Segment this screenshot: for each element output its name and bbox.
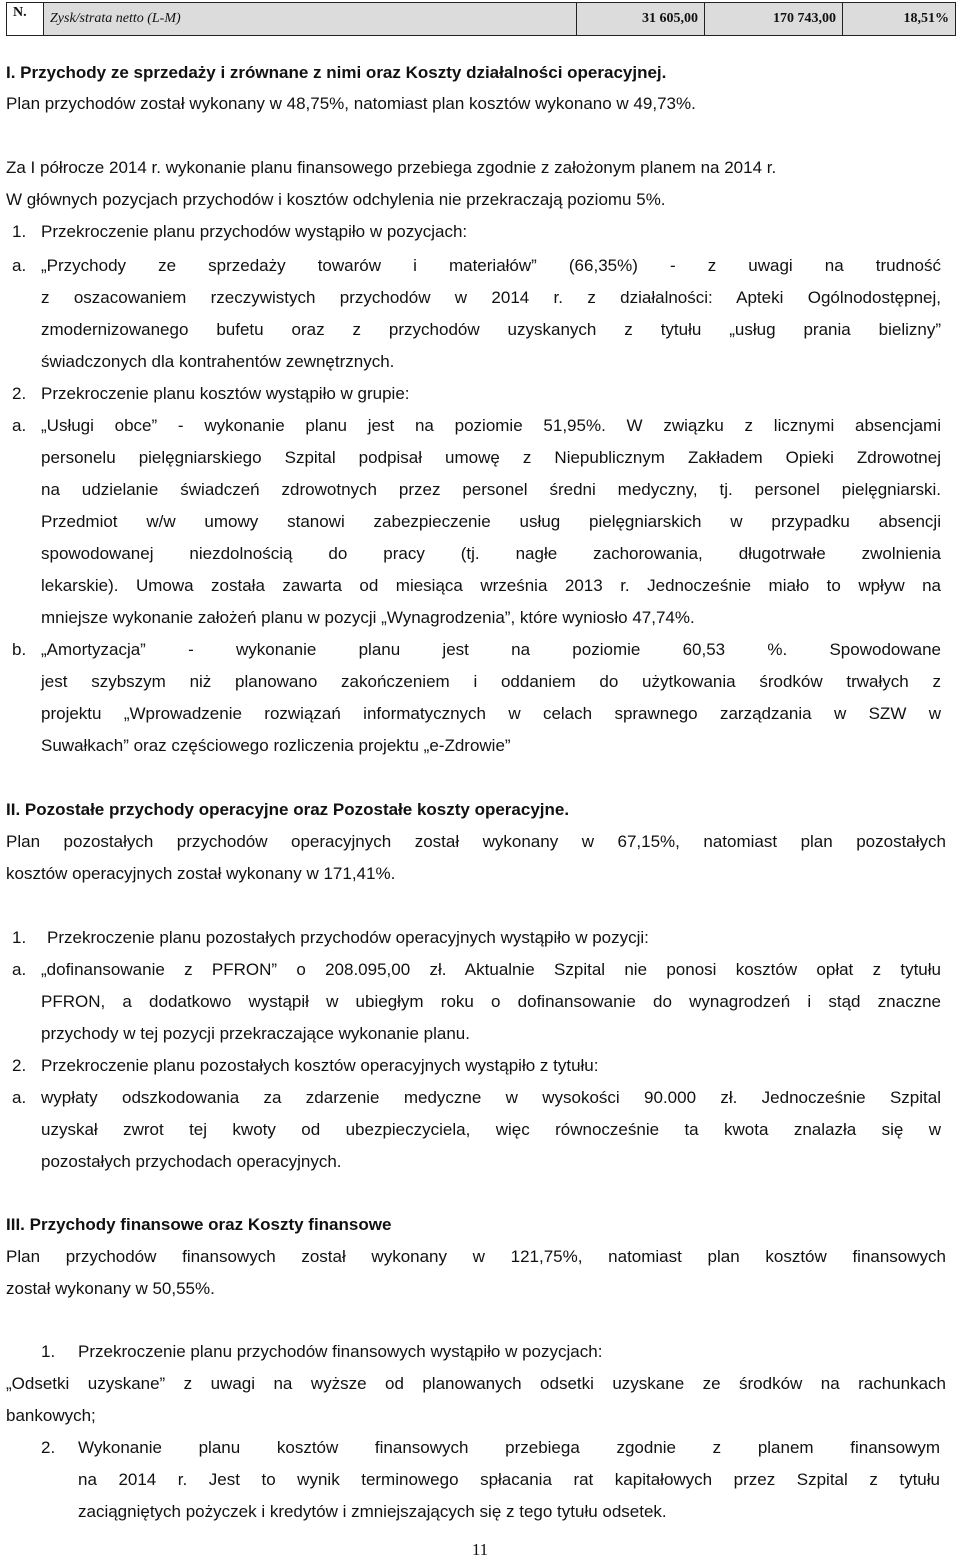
paragraph-line: bankowych;	[6, 1406, 96, 1425]
list-item-text: mniejsze wykonanie założeń planu w pozycji „Wynagrodzenia”, które wyniosło 47,74%.	[41, 608, 695, 627]
list-item-text: Wykonanie planu kosztów finansowych przebiega zgodnie z planem finansowym	[78, 1438, 940, 1457]
list-item-text: pozostałych przychodach operacyjnych.	[41, 1152, 342, 1171]
list-item-text: Przekroczenie planu kosztów wystąpiło w grupie:	[41, 384, 410, 403]
list-item-text: zmodernizowanego bufetu oraz z przychodów uzyskanych z tytułu „usług prania bielizny”	[41, 320, 941, 339]
section-3-heading: III. Przychody finansowe oraz Koszty finansowe	[6, 1215, 392, 1234]
paragraph-line: „Odsetki uzyskane” z uwagi na wyższe od planowanych odsetki uzyskane ze środków na rachunkach	[6, 1374, 946, 1393]
row-value-2: 170 743,00	[705, 3, 843, 36]
list-item-text: „Amortyzacja” - wykonanie planu jest na poziomie 60,53 %. Spowodowane	[41, 640, 941, 659]
list-item-text: PFRON, a dodatkowo wystąpił w ubiegłym roku o dofinansowanie do wynagrodzeń i stąd znaczne	[41, 992, 941, 1011]
list-letter: a.	[12, 416, 27, 435]
list-letter: b.	[12, 640, 27, 659]
list-letter: a.	[12, 256, 27, 275]
list-number: 1.	[12, 928, 27, 947]
list-item-text: świadczonych dla kontrahentów zewnętrznych.	[41, 352, 395, 371]
list-item-text: uzyskał zwrot tej kwoty od ubezpieczyciela, więc równocześnie ta kwota znalazła się w	[41, 1120, 941, 1139]
list-letter: a.	[12, 960, 27, 979]
list-item-text: zaciągniętych pożyczek i kredytów i zmniejszających się z tego tytułu odsetek.	[78, 1502, 667, 1521]
section-2-heading: II. Pozostałe przychody operacyjne oraz Pozostałe koszty operacyjne.	[6, 800, 570, 819]
list-item-text: wypłaty odszkodowania za zdarzenie medyczne w wysokości 90.000 zł. Jednocześnie Szpital	[41, 1088, 941, 1107]
row-number: N.	[7, 3, 44, 36]
list-item-text: Przekroczenie planu przychodów finansowych wystąpiło w pozycjach:	[78, 1342, 603, 1361]
paragraph-line: W głównych pozycjach przychodów i kosztów odchylenia nie przekraczają poziomu 5%.	[6, 190, 666, 209]
summary-table	[6, 2, 956, 36]
list-item-text: lekarskie). Umowa została zawarta od miesiąca września 2013 r. Jednocześnie miało to wpływ na	[41, 576, 941, 595]
section-2-plan: Plan pozostałych przychodów operacyjnych został wykonany w 67,15%, natomiast plan pozostałych	[6, 832, 946, 851]
list-item-text: na 2014 r. Jest to wynik terminowego spłacania rat kapitałowych przez Szpital z tytułu	[78, 1470, 940, 1489]
section-3-plan: został wykonany w 50,55%.	[6, 1279, 215, 1298]
page-number: 11	[471, 1540, 489, 1559]
list-item-text: Suwałkach” oraz częściowego rozliczenia projektu „e-Zdrowie”	[41, 736, 511, 755]
list-item-text: jest szybszym niż planowano zakończeniem i oddaniem do użytkowania środków trwałych z	[41, 672, 941, 691]
list-item-text: Przedmiot w/w umowy stanowi zabezpieczenie usług pielęgniarskich w przypadku absencji	[41, 512, 941, 531]
list-number: 2.	[12, 384, 27, 403]
list-item-text: „Przychody ze sprzedaży towarów i materiałów” (66,35%) - z uwagi na trudność	[41, 256, 941, 275]
list-item-text: na udzielanie świadczeń zdrowotnych przez personel średni medyczny, tj. personel pielęgniarski.	[41, 480, 941, 499]
list-item-text: „dofinansowanie z PFRON” o 208.095,00 zł. Aktualnie Szpital nie ponosi kosztów opłat z tytułu	[41, 960, 941, 979]
row-percent: 18,51%	[843, 3, 956, 36]
section-2-plan: kosztów operacyjnych został wykonany w 171,41%.	[6, 864, 396, 883]
section-3-plan: Plan przychodów finansowych został wykonany w 121,75%, natomiast plan kosztów finansowych	[6, 1247, 946, 1266]
list-item-text: Przekroczenie planu pozostałych przychodów operacyjnych wystąpiło w pozycji:	[47, 928, 649, 947]
paragraph-line: Za I półrocze 2014 r. wykonanie planu finansowego przebiega zgodnie z założonym planem na 2014 r.	[6, 158, 777, 177]
list-item-text: personelu pielęgniarskiego Szpital podpisał umowę z Niepublicznym Zakładem Opieki Zdrowotnej	[41, 448, 941, 467]
section-1-heading: I. Przychody ze sprzedaży i zrównane z nimi oraz Koszty działalności operacyjnej.	[6, 63, 667, 82]
list-item-text: Przekroczenie planu pozostałych kosztów operacyjnych wystąpiło z tytułu:	[41, 1056, 599, 1075]
list-item-text: z oszacowaniem rzeczywistych przychodów w 2014 r. z działalności: Apteki Ogólnodostępnej,	[41, 288, 941, 307]
section-1-plan: Plan przychodów został wykonany w 48,75%, natomiast plan kosztów wykonano w 49,73%.	[6, 94, 696, 113]
list-number: 1.	[12, 222, 27, 241]
list-item-text: „Usługi obce” - wykonanie planu jest na poziomie 51,95%. W związku z licznymi absencjami	[41, 416, 941, 435]
list-item-text: projektu „Wprowadzenie rozwiązań informatycznych w celach sprawnego zarządzania w SZW w	[41, 704, 941, 723]
list-number: 1.	[41, 1342, 56, 1361]
table-row	[7, 3, 956, 36]
list-item-text: Przekroczenie planu przychodów wystąpiło w pozycjach:	[41, 222, 468, 241]
list-number: 2.	[12, 1056, 27, 1075]
list-item-text: przychody w tej pozycji przekraczające wykonanie planu.	[41, 1024, 470, 1043]
list-letter: a.	[12, 1088, 27, 1107]
list-item-text: spowodowanej niezdolnością do pracy (tj. nagłe zachorowania, długotrwałe zwolnienia	[41, 544, 941, 563]
row-label: Zysk/strata netto (L-M)	[44, 3, 577, 36]
row-value-1: 31 605,00	[577, 3, 705, 36]
list-number: 2.	[41, 1438, 56, 1457]
